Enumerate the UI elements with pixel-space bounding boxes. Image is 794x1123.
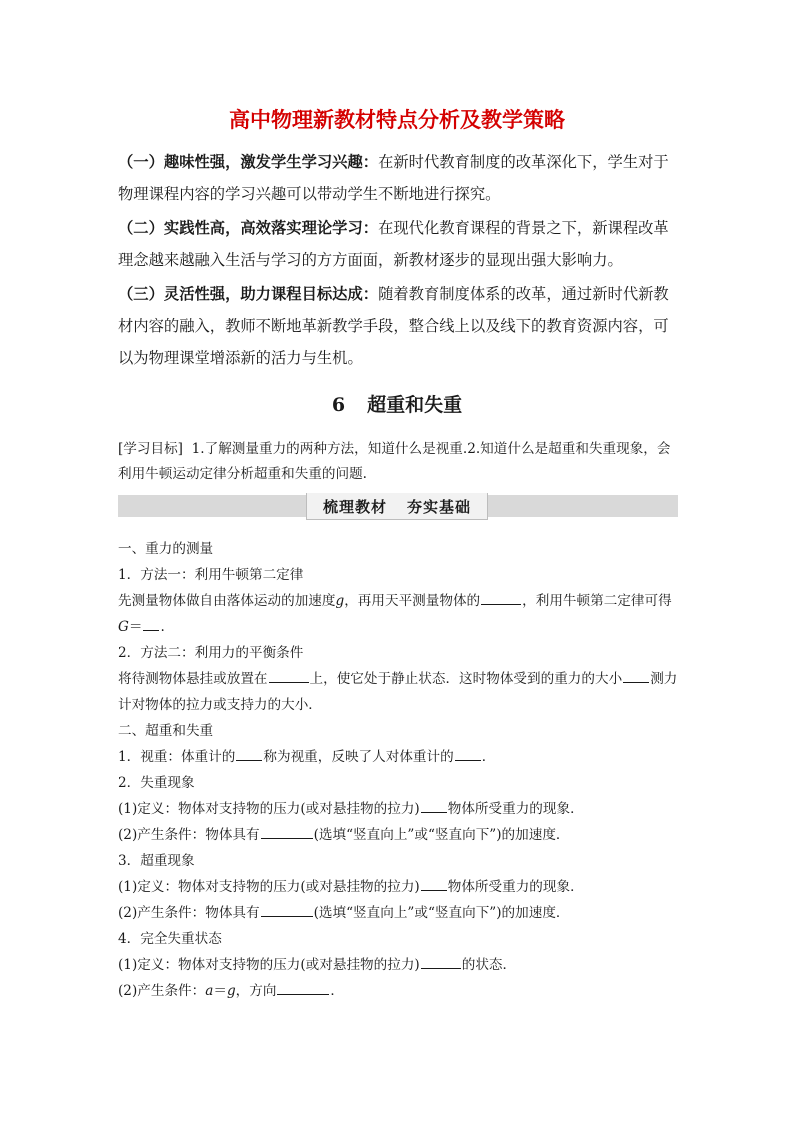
header-title: 高中物理新教材特点分析及教学策略 [229, 108, 565, 132]
section-banner [118, 495, 678, 517]
goals-label: [学习目标] [118, 441, 183, 457]
intro-heading-3: （三）灵活性强，助力课程目标达成： [118, 285, 379, 303]
method2-text: 将待测物体悬挂或放置在 上，使它处于静止状态．这时物体受到的重力的大小 测力计对物体的拉力或支持力的大小． [118, 666, 678, 718]
weightless-cond: (2)产生条件：物体具有 (选填“竖直向上”或“竖直向下”)的加速度． [118, 822, 678, 848]
blank[interactable] [261, 902, 313, 917]
apparent-weight: 1．视重：体重计的 称为视重，反映了人对体重计的 ． [118, 744, 678, 770]
intro-section [118, 146, 678, 376]
intro-paragraph-3 [118, 278, 678, 374]
blank[interactable] [455, 746, 481, 761]
learning-goals [118, 437, 678, 487]
overweight-title: 3．超重现象 [118, 853, 195, 869]
intro-heading-1: （一）趣味性强，激发学生学习兴趣： [118, 153, 379, 171]
overweight-def: (1)定义：物体对支持物的压力(或对悬挂物的拉力) 物体所受重力的现象． [118, 874, 678, 900]
intro-text-1: 在新时代教育制度的改革深化下，学生对于物理课程内容的学习兴趣可以带动学生不断地进行探究。 [118, 153, 669, 203]
heading-gravity-measure: 一、重力的测量 [118, 541, 214, 557]
heading-overweight: 二、超重和失重 [118, 723, 214, 739]
intro-paragraph-1 [118, 146, 678, 210]
goals-text: 1.了解测量重力的两种方法，知道什么是视重.2.知道什么是超重和失重现象，会利用牛顿运动定律分析超重和失重的问题. [118, 441, 671, 482]
blank[interactable] [421, 954, 461, 969]
section-title [0, 390, 794, 417]
banner-label [306, 493, 488, 520]
blank[interactable] [236, 746, 262, 761]
blank[interactable] [623, 668, 649, 683]
blank[interactable] [277, 980, 329, 995]
section-number: 6 [331, 394, 346, 416]
method1-title: 1．方法一：利用牛顿第二定律 [118, 567, 304, 583]
blank[interactable] [143, 616, 159, 631]
content-body [118, 536, 678, 1004]
intro-paragraph-2 [118, 212, 678, 276]
blank[interactable] [261, 824, 313, 839]
banner-left: 梳理教材 [322, 497, 387, 516]
banner-right: 夯实基础 [407, 497, 472, 516]
blank[interactable] [421, 876, 447, 891]
intro-text-2: 在现代化教育课程的背景之下，新课程改革理念越来越融入生活与学习的方方面面，新教材逐步的显现出强大影响力。 [118, 219, 669, 269]
intro-text-3: 随着教育制度体系的改革，通过新时代新教材内容的融入，教师不断地革新教学手段，整合线上以及线下的教育资源内容，可以为物理课堂增添新的活力与生机。 [118, 285, 669, 367]
overweight-cond: (2)产生条件：物体具有 (选填“竖直向上”或“竖直向下”)的加速度． [118, 900, 678, 926]
blank[interactable] [421, 798, 447, 813]
complete-weightless-cond: (2)产生条件：a＝g，方向 ． [118, 978, 678, 1004]
blank[interactable] [269, 668, 309, 683]
method1-text: 先测量物体做自由落体运动的加速度g，再用天平测量物体的 ，利用牛顿第二定律可得G＝ . [118, 588, 678, 640]
section-name: 超重和失重 [367, 394, 463, 416]
weightless-def: (1)定义：物体对支持物的压力(或对悬挂物的拉力) 物体所受重力的现象． [118, 796, 678, 822]
blank[interactable] [481, 590, 521, 605]
weightless-title: 2．失重现象 [118, 775, 195, 791]
complete-weightless-title: 4．完全失重状态 [118, 931, 222, 947]
method2-title: 2．方法二：利用力的平衡条件 [118, 645, 304, 661]
intro-heading-2: （二）实践性高，高效落实理论学习： [118, 219, 379, 237]
complete-weightless-def: (1)定义：物体对支持物的压力(或对悬挂物的拉力) 的状态． [118, 952, 678, 978]
